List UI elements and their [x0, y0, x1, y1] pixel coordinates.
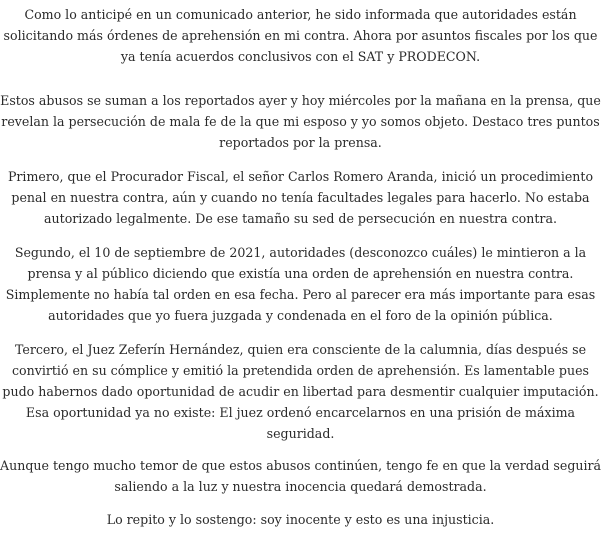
- paragraph-second-point: [0, 242, 601, 326]
- text-line: Aunque tengo mucho temor de que estos abusos continúen, tengo fe en que la verdad seguirá: [0, 458, 601, 473]
- text-line: Estos abusos se suman a los reportados ayer y hoy miércoles por la mañana en la prensa, que: [0, 93, 601, 108]
- text-line: pudo habernos dado oportunidad de acudir en libertad para desmentir cualquier imputación.: [2, 384, 599, 399]
- paragraph-first-point: [0, 166, 601, 229]
- text-line: Tercero, el Juez Zeferín Hernández, quien era consciente de la calumnia, días después se: [14, 342, 587, 357]
- text-line: revelan la persecución de mala fe de la que mi esposo y yo somos objeto. Destaco tres puntos: [1, 114, 600, 129]
- text-line: saliendo a la luz y nuestra inocencia quedará demostrada.: [114, 479, 487, 494]
- text-line: autorizado legalmente. De ese tamaño su sed de persecución en nuestra contra.: [44, 211, 557, 226]
- text-line: solicitando más órdenes de aprehensión en mi contra. Ahora por asuntos fiscales por los que: [3, 28, 598, 43]
- text-line: Lo repito y lo sostengo: soy inocente y esto es una injusticia.: [106, 512, 495, 527]
- text-line: reportados por la prensa.: [219, 135, 382, 150]
- text-line: Primero, que el Procurador Fiscal, el señor Carlos Romero Aranda, inició un procedimiento: [7, 169, 594, 184]
- text-line: Como lo anticipé en un comunicado anterior, he sido informada que autoridades están: [24, 7, 577, 22]
- text-line: prensa y al público diciendo que existía una orden de aprehensión en nuestra contra.: [27, 266, 574, 281]
- text-line: convirtió en su cómplice y emitió la pretendida orden de aprehensión. Es lamentable pues: [11, 363, 590, 378]
- paragraph-abuses: [0, 90, 601, 153]
- text-line: Esa oportunidad ya no existe: El juez ordenó encarcelarnos en una prisión de máxima: [25, 405, 576, 420]
- text-line: penal en nuestra contra, aún y cuando no tenía facultades legales para hacerlo. No estaba: [11, 190, 590, 205]
- text-line: Segundo, el 10 de septiembre de 2021, autoridades (desconozco cuáles) le mintieron a la: [14, 245, 587, 260]
- paragraph-hope: [0, 455, 601, 497]
- text-line: Simplemente no había tal orden en esa fecha. Pero al parecer era más importante para esas: [5, 287, 596, 302]
- text-line: autoridades que yo fuera juzgada y condenada en el foro de la opinión pública.: [48, 308, 553, 323]
- paragraph-closing: [0, 509, 601, 530]
- paragraph-intro: [0, 4, 601, 67]
- text-line: seguridad.: [266, 426, 335, 441]
- paragraph-third-point: [0, 339, 601, 444]
- text-line: ya tenía acuerdos conclusivos con el SAT y PRODECON.: [120, 49, 481, 64]
